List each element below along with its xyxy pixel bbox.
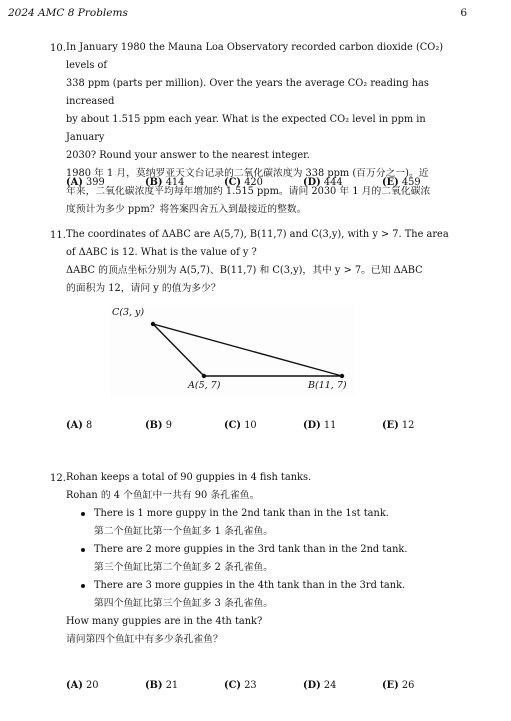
text-line: 度预计为多少 ppm？将答案四舍五入到最接近的整数。 <box>66 204 307 215</box>
point-b <box>340 374 344 378</box>
text-line: by about 1.515 ppm each year. What is the expected CO₂ level in ppm in January <box>66 114 426 143</box>
choice-b[interactable]: (B) 414 <box>145 177 185 188</box>
list-item: There are 3 more guppies in the 4th tank than in the 3rd tank. <box>78 577 466 595</box>
list-item: 第二个鱼缸比第一个鱼缸多 1 条孔雀鱼。 <box>94 526 274 537</box>
list-item: 第三个鱼缸比第二个鱼缸多 2 条孔雀鱼。 <box>94 562 274 573</box>
text-line: 请问第四个鱼缸中有多少条孔雀鱼？ <box>66 634 223 645</box>
list-item: There is 1 more guppy in the 2nd tank than in the 1st tank. <box>78 505 466 523</box>
text-line: 年来，二氧化碳浓度平均每年增加约 1.515 ppm。请问 2030 年 1 月的二氧化碳浓 <box>66 186 431 197</box>
condition-list <box>78 505 466 613</box>
text-line: 338 ppm (parts per million). Over the years the average CO₂ reading has increased <box>66 78 429 107</box>
point-c <box>151 322 155 326</box>
choice-c[interactable]: (C) 23 <box>224 680 257 691</box>
text-line: 2030? Round your answer to the nearest integer. <box>66 150 310 161</box>
choice-c[interactable]: (C) 420 <box>224 177 263 188</box>
label-b: B(11, 7) <box>308 380 347 391</box>
problem-12-text <box>66 469 466 649</box>
choice-a[interactable]: (A) 8 <box>66 420 93 431</box>
problem-10-choices <box>66 177 486 193</box>
triangle-diagram <box>110 306 355 396</box>
list-item: 第四个鱼缸比第三个鱼缸多 3 条孔雀鱼。 <box>94 598 274 609</box>
text-line: The coordinates of ΔABC are A(5,7), B(11,7) and C(3,y), with y > 7. The area <box>66 229 449 240</box>
page-header-title: 2024 AMC 8 Problems <box>8 7 128 19</box>
text-line: 的面积为 12，请问 y 的值为多少？ <box>66 283 221 294</box>
label-c: C(3, y) <box>112 307 145 318</box>
choice-a[interactable]: (A) 20 <box>66 680 99 691</box>
point-a <box>202 374 206 378</box>
choice-d[interactable]: (D) 11 <box>303 420 337 431</box>
problem-12-choices <box>66 680 486 696</box>
label-a: A(5, 7) <box>188 380 221 391</box>
bullet-icon <box>81 584 85 588</box>
choice-b[interactable]: (B) 9 <box>145 420 172 431</box>
text-line: In January 1980 the Mauna Loa Observatory recorded carbon dioxide (CO₂) levels of <box>66 42 444 71</box>
list-item: There are 2 more guppies in the 3rd tank than in the 2nd tank. <box>78 541 466 559</box>
choice-e[interactable]: (E) 459 <box>382 177 421 188</box>
choice-d[interactable]: (D) 444 <box>303 177 343 188</box>
text-line: ΔABC 的顶点坐标分别为 A(5,7)、B(11,7) 和 C(3,y)，其中 y > 7。已知 ΔABC <box>66 265 423 276</box>
choice-e[interactable]: (E) 26 <box>382 680 415 691</box>
bullet-icon <box>81 512 85 516</box>
choice-d[interactable]: (D) 24 <box>303 680 337 691</box>
problem-11-text <box>66 226 466 298</box>
text-line: How many guppies are in the 4th tank? <box>66 616 263 627</box>
page-number: 6 <box>460 7 467 19</box>
bullet-icon <box>81 548 85 552</box>
text-line: 1980 年 1 月，莫纳罗亚天文台记录的二氧化碳浓度为 338 ppm (百万分之一)。近 <box>66 168 429 179</box>
triangle-abc <box>153 324 342 376</box>
choice-c[interactable]: (C) 10 <box>224 420 257 431</box>
problem-10-number: 10. <box>50 43 66 54</box>
text-line: Rohan keeps a total of 90 guppies in 4 fish tanks. <box>66 472 312 483</box>
choice-a[interactable]: (A) 399 <box>66 177 105 188</box>
problem-11-choices <box>66 420 486 436</box>
choice-e[interactable]: (E) 12 <box>382 420 415 431</box>
choice-b[interactable]: (B) 21 <box>145 680 179 691</box>
problem-11-number: 11. <box>50 230 66 241</box>
text-line: of ΔABC is 12. What is the value of y ? <box>66 247 257 258</box>
problem-12-number: 12. <box>50 473 66 484</box>
text-line: Rohan 的 4 个鱼缸中一共有 90 条孔雀鱼。 <box>66 490 260 501</box>
